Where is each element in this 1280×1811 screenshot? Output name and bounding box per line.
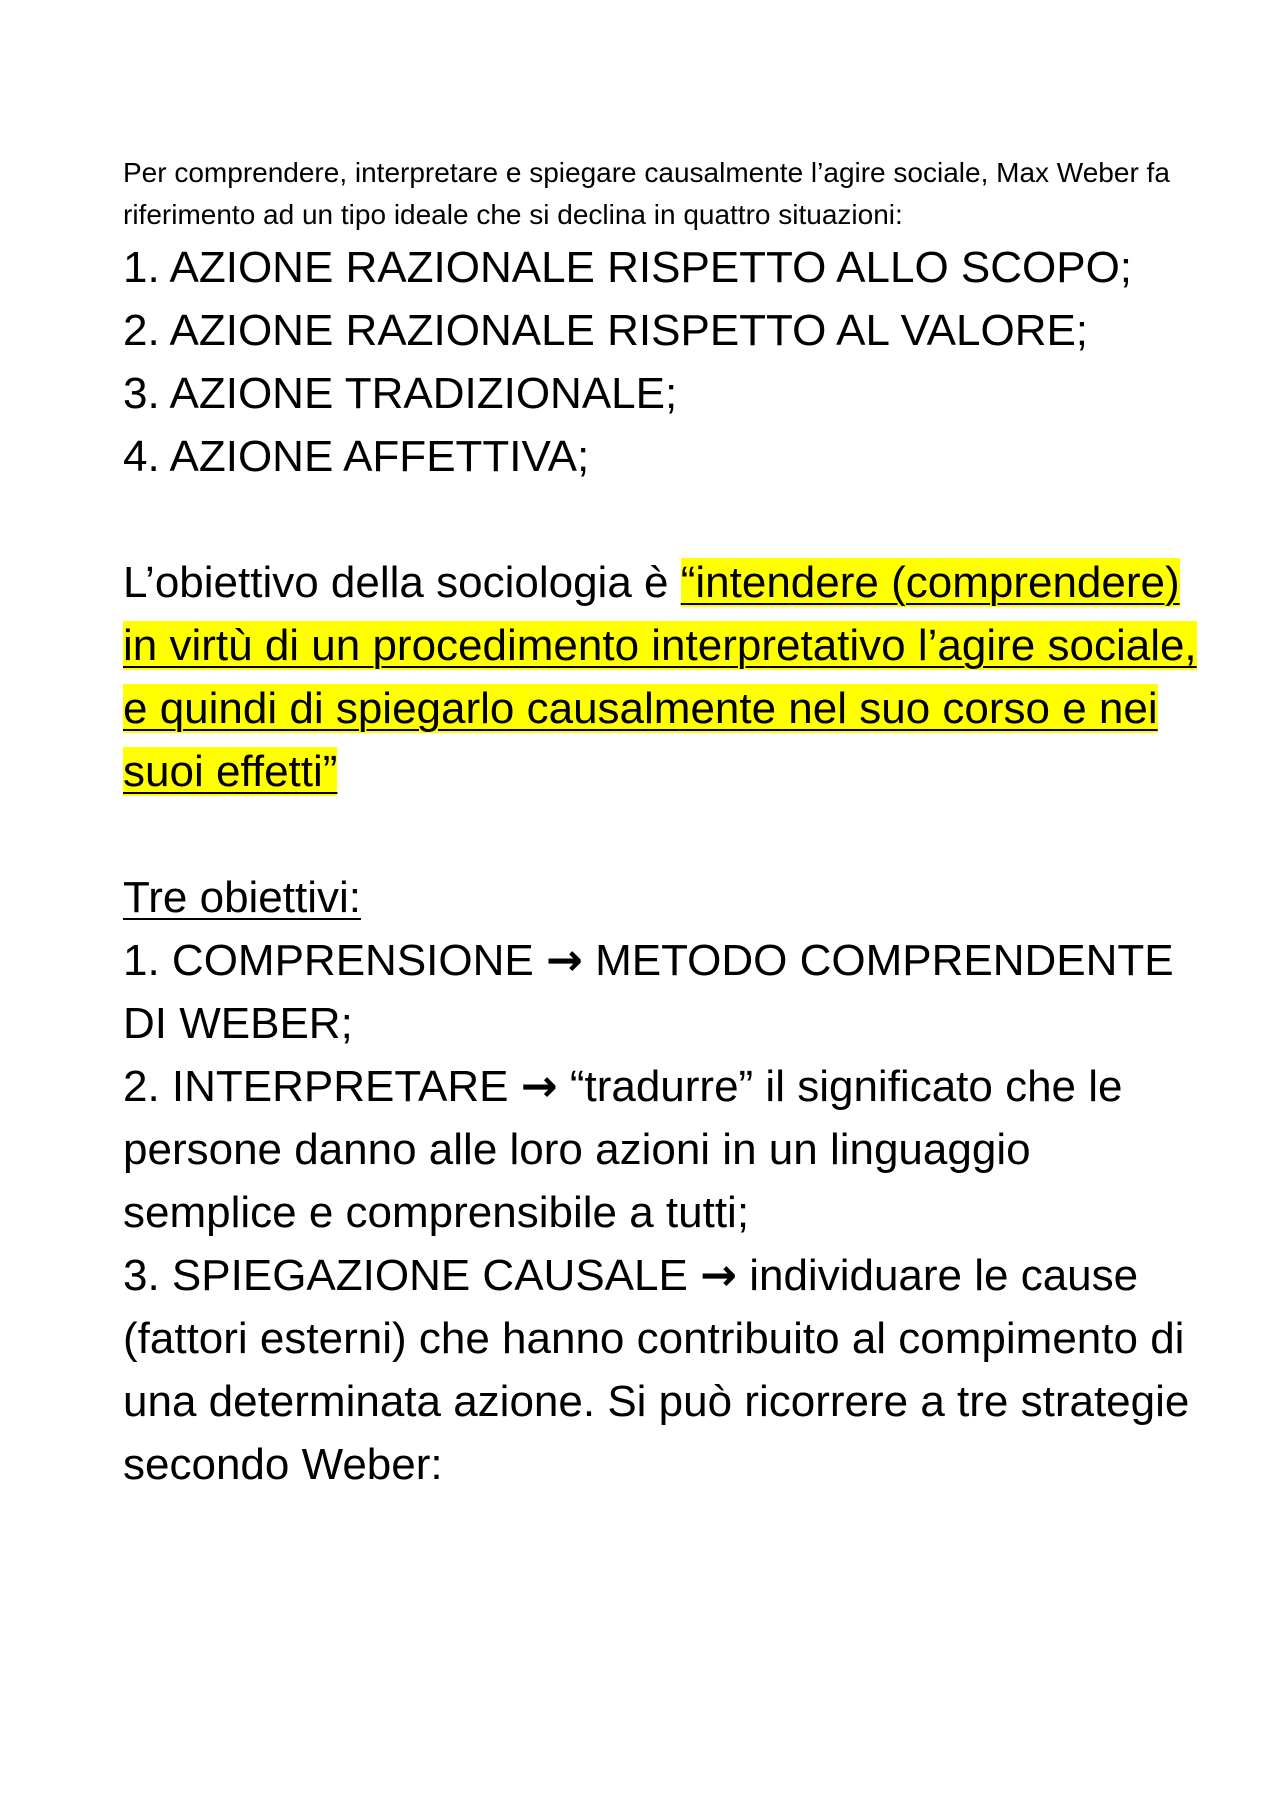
list-item (123, 1055, 1203, 1244)
item-description: individuare le cause (fattori esterni) che hanno contribuito al compimento di una determinata azione. Si può ricorrere a tre strategie secondo Weber: (123, 1251, 1190, 1489)
item-term: 3. SPIEGAZIONE CAUSALE (123, 1251, 688, 1300)
document-body (123, 152, 1203, 1496)
list-item: 1. AZIONE RAZIONALE RISPETTO ALLO SCOPO; (123, 243, 1133, 292)
arrow-right-icon: → (545, 935, 583, 986)
arrow-right-icon: → (700, 1250, 737, 1301)
list-item: 3. AZIONE TRADIZIONALE; (123, 369, 678, 418)
list-item (123, 929, 1203, 1055)
list-item: 2. AZIONE RAZIONALE RISPETTO AL VALORE; (123, 306, 1089, 355)
action-types-list (123, 236, 1203, 488)
three-objectives-section (123, 866, 1203, 1496)
objective-paragraph (123, 551, 1203, 803)
item-term: 1. COMPRENSIONE (123, 936, 534, 985)
paragraph-gap (123, 488, 1203, 551)
objective-lead: L’obiettivo della sociologia è (123, 558, 681, 607)
list-item (123, 1244, 1203, 1496)
paragraph-gap (123, 803, 1203, 866)
section-heading: Tre obiettivi: (123, 873, 362, 922)
arrow-right-icon: → (520, 1061, 558, 1112)
item-term: 2. INTERPRETARE (123, 1062, 509, 1111)
list-item: 4. AZIONE AFFETTIVA; (123, 432, 590, 481)
highlighted-quote: “intendere (comprendere) in virtù di un procedimento interpretativo l’agire sociale, e quindi di spiegarlo causalmente nel suo corso e nei suoi effetti” (123, 558, 1197, 796)
item-description: METODO COMPRENDENTE DI WEBER; (123, 936, 1174, 1048)
item-description: “tradurre” il significato che le persone danno alle loro azioni in un linguaggio semplice e comprensibile a tutti; (123, 1062, 1123, 1237)
intro-paragraph: Per comprendere, interpretare e spiegare causalmente l’agire sociale, Max Weber fa riferimento ad un tipo ideale che si declina in quattro situazioni: (123, 157, 1170, 230)
